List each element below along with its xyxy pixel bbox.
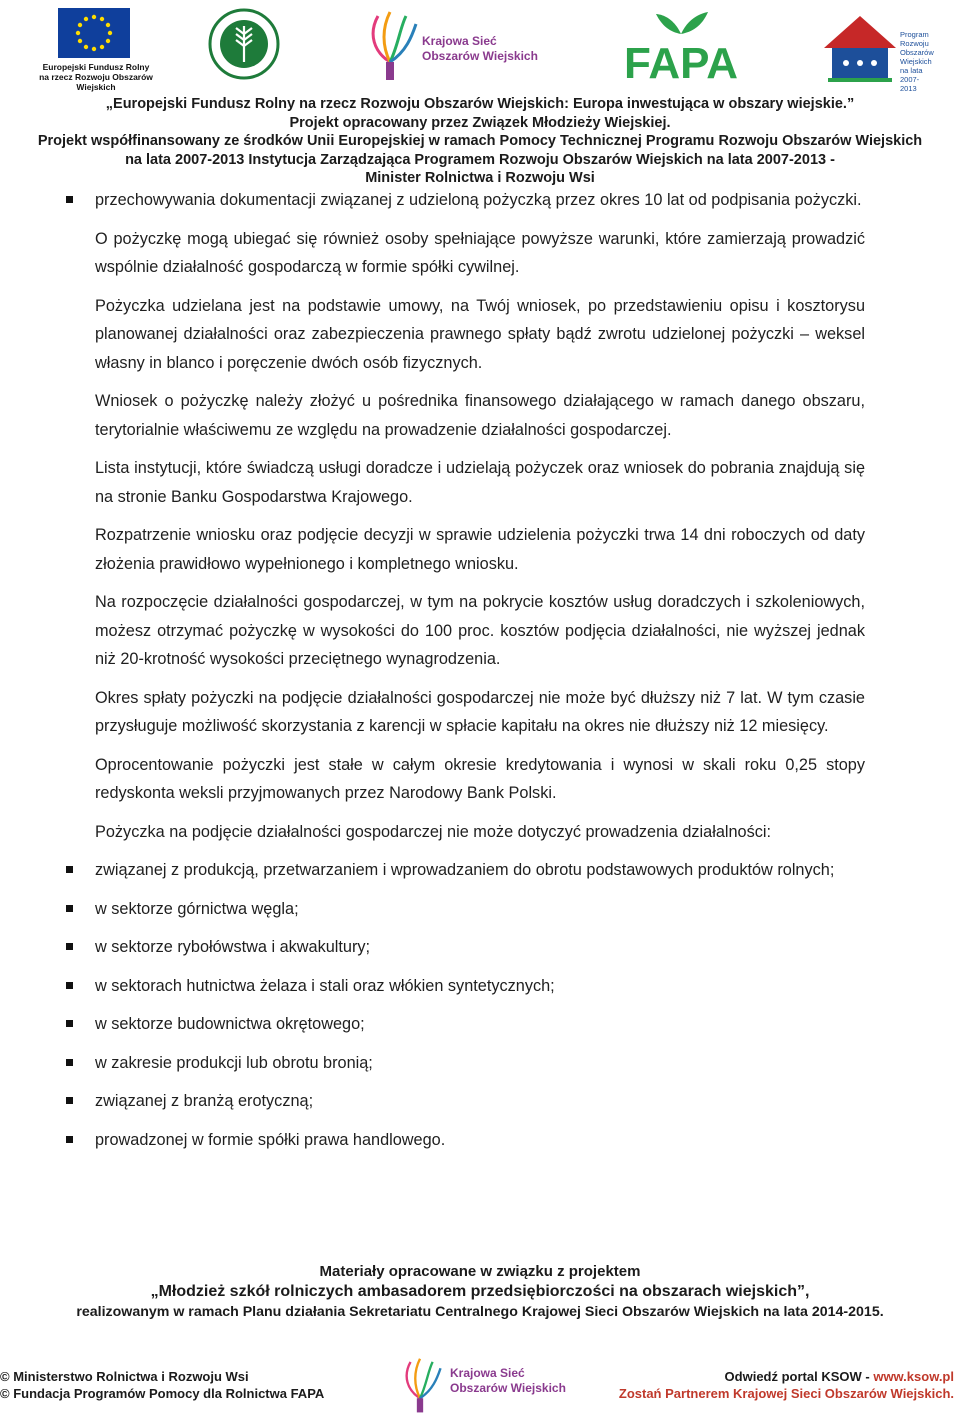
paragraph-3: Wniosek o pożyczkę należy złożyć u pośrednika finansowego działającego w ramach danego obszaru, terytorialnie właściwemu ze względu na prowadzenie działalności gospodarczej. xyxy=(95,392,865,439)
header-logos xyxy=(0,0,960,95)
list-item: w sektorach hutnictwa żelaza i stali oraz włókien syntetycznych; xyxy=(95,972,865,1001)
ksow-logo-line1: Krajowa Sieć xyxy=(422,34,497,48)
footer-visit-label: Odwiedź portal KSOW - xyxy=(724,1369,874,1384)
list-item: związanej z branżą erotyczną; xyxy=(95,1087,865,1116)
list-item: w zakresie produkcji lub obrotu bronią; xyxy=(95,1049,865,1078)
eu-caption-line1: Europejski Fundusz Rolny xyxy=(42,62,150,72)
footer-copyright-ministry: © Ministerstwo Rolnictwa i Rozwoju Wsi xyxy=(0,1369,249,1384)
footer-ksow-line2: Obszarów Wiejskich xyxy=(450,1381,566,1395)
ksow-logo xyxy=(360,6,545,82)
fapa-logo-text: FAPA xyxy=(623,39,739,84)
prow-logo xyxy=(822,8,934,93)
paragraph-4: Lista instytucji, które świadczą usługi doradcze i udzielają pożyczek oraz wniosek do pobrania znajdują się na stronie Banku Gospodarstwa Krajowego. xyxy=(95,459,865,506)
ksow-flower-icon xyxy=(392,1354,448,1414)
prow-logo-line4: Wiejskich xyxy=(900,57,932,66)
header-text xyxy=(0,95,960,188)
list-item: związanej z produkcją, przetwarzaniem i wprowadzaniem do obrotu podstawowych produktów rolnych; xyxy=(95,856,865,885)
eu-fund-logo xyxy=(30,8,162,92)
eu-caption-line2: na rzecz Rozwoju Obszarów Wiejskich xyxy=(39,72,153,92)
prow-logo-line1: Program xyxy=(900,30,929,39)
footer-project-text xyxy=(0,1262,960,1322)
header-line-1: „Europejski Fundusz Rolny na rzecz Rozwoju Obszarów Wiejskich: Europa inwestująca w obszary wiejskie.” xyxy=(105,96,855,112)
paragraph-7: Okres spłaty pożyczki na podjęcie działalności gospodarczej nie może być dłuższy niż 7 lat. W tym czasie przysługuje możliwość skorzystania z karencji w spłacie kapitału na okres nie dłuższy niż 12 miesięcy. xyxy=(95,688,865,735)
list-item: w sektorze rybołówstwa i akwakultury; xyxy=(95,933,865,962)
fapa-sprout-icon xyxy=(612,8,750,84)
header-line-4: na lata 2007-2013 Instytucja Zarządzająca Programem Rozwoju Obszarów Wiejskich na lata 2007-2013 - xyxy=(125,151,835,168)
list-item: prowadzonej w formie spółki prawa handlowego. xyxy=(95,1126,865,1155)
header-line-2: Projekt opracowany przez Związek Młodzieży Wiejskiej. xyxy=(289,114,671,131)
prow-logo-line5: na lata 2007-2013 xyxy=(900,66,923,93)
list-item-top: przechowywania dokumentacji związanej z udzieloną pożyczką przez okres 10 lat od podpisania pożyczki. xyxy=(95,186,865,215)
prow-logo-line3: Obszarów xyxy=(900,48,934,57)
prow-logo-line2: Rozwoju xyxy=(900,39,929,48)
footer-bar xyxy=(0,1366,960,1406)
footer-line-3: realizowanym w ramach Planu działania Sekretariatu Centralnego Krajowej Sieci Obszarów Wiejskich na lata 2014-2015. xyxy=(76,1304,884,1320)
footer-line-1: Materiały opracowane w związku z projektem xyxy=(319,1263,641,1280)
prow-emblem-icon xyxy=(822,8,898,84)
paragraph-1: O pożyczkę mogą ubiegać się również osoby spełniające powyższe warunki, które zamierzają prowadzić wspólnie działalność gospodarczą w formie spółki cywilnej. xyxy=(95,229,865,276)
paragraph-9: Pożyczka na podjęcie działalności gospodarczej nie może dotyczyć prowadzenia działalności: xyxy=(95,822,772,841)
ksow-flower-icon xyxy=(360,6,420,82)
paragraph-6: Na rozpoczęcie działalności gospodarczej, w tym na pokrycie kosztów usług doradczych i szkoleniowych, możesz otrzymać pożyczkę w wysokości do 100 proc. kosztów podjęcia działalności, nie wyższej jednak niż 20-krotność wysokości przeciętnego wynagrodzenia. xyxy=(95,593,865,668)
paragraph-5: Rozpatrzenie wniosku oraz podjęcie decyzji w sprawie udzielenia pożyczki trwa 14 dni roboczych od daty złożenia prawidłowo wypełnionego i kompletnego wniosku. xyxy=(95,526,865,573)
ministry-seal-icon xyxy=(208,8,280,80)
fapa-logo xyxy=(612,8,750,84)
eu-flag-icon xyxy=(58,8,130,58)
footer-partner-text: Zostań Partnerem Krajowej Sieci Obszarów Wiejskich. xyxy=(618,1386,954,1401)
footer-ksow-line1: Krajowa Sieć xyxy=(450,1366,525,1380)
footer-line-2: „Młodzież szkół rolniczych ambasadorem przedsiębiorczości na obszarach wiejskich”, xyxy=(150,1283,810,1300)
ksow-logo-line2: Obszarów Wiejskich xyxy=(422,49,538,63)
list-item: w sektorze górnictwa węgla; xyxy=(95,895,865,924)
header-line-5: Minister Rolnictwa i Rozwoju Wsi xyxy=(365,170,595,186)
document-body xyxy=(95,186,865,1164)
footer-copyright-fapa: © Fundacja Programów Pomocy dla Rolnictwa FAPA xyxy=(0,1386,325,1401)
header-line-3: Projekt współfinansowany ze środków Unii Europejskiej w ramach Pomocy Technicznej Programu Rozwoju Obszarów Wiejskich xyxy=(37,133,923,149)
footer-ksow-link[interactable]: www.ksow.pl xyxy=(873,1369,954,1384)
footer-ksow-logo xyxy=(392,1354,577,1414)
paragraph-8: Oprocentowanie pożyczki jest stałe w całym okresie kredytowania i wynosi w skali roku 0,25 stopy redyskonta weksli przyjmowanych przez Narodowy Bank Polski. xyxy=(95,755,865,802)
list-item: w sektorze budownictwa okrętowego; xyxy=(95,1010,865,1039)
paragraph-2: Pożyczka udzielana jest na podstawie umowy, na Twój wniosek, po przedstawieniu opisu i kosztorysu planowanej działalności oraz zabezpieczenia prawnego spłaty bądź zwrotu udzielonej pożyczki – weksel własny in blanco i poręczenie dwóch osób fizycznych. xyxy=(95,296,865,372)
